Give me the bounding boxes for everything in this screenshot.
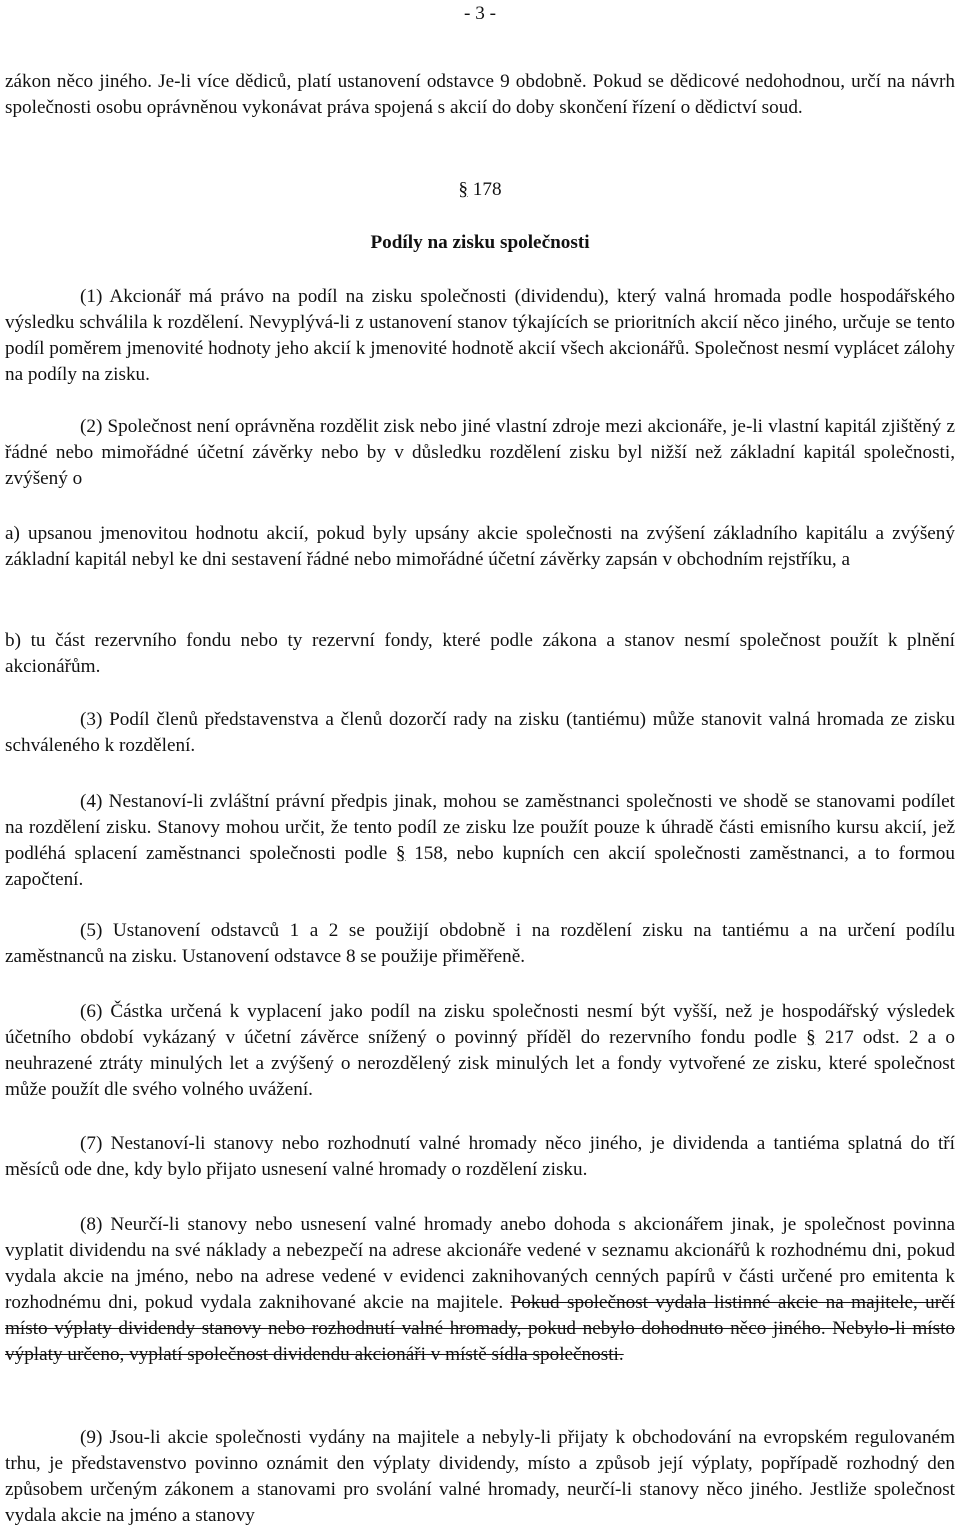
paragraph-8: [5, 1212, 955, 1368]
section-sign: §: [458, 179, 468, 200]
section-number: 178: [472, 179, 502, 200]
paragraph-4-text-b: 158, nebo kupních cen akcií společnosti zaměstnanci, a to formou započtení.: [5, 843, 955, 890]
paragraph-8-struck-text: Pokud společnost vydala listinné akcie na majitele, určí místo výplaty dividendy stanovy nebo rozhodnutí valné hromady, pokud nebylo dohodnuto něco jiného. Nebylo-li místo výplaty určeno, vyplatí společnost dividendu akcionáři v místě sídla společnosti.: [5, 1292, 955, 1365]
page-number: - 3 -: [464, 3, 496, 24]
paragraph-6: [5, 999, 955, 1103]
paragraph-5: (5) Ustanovení odstavců 1 a 2 se použijí obdobně i na rozdělení zisku na tantiému a na určení podílu zaměstnanců na zisku. Ustanovení odstavce 8 se použije přiměřeně.: [5, 920, 955, 967]
intro-paragraph: zákon něco jiného. Je-li více dědiců, platí ustanovení odstavce 9 obdobně. Pokud se dědicové nedohodnou, určí na návrh společnosti osobu oprávněnou vykonávat práva spojená s akcií do doby skončení řízení o dědictví soud.: [5, 71, 955, 118]
paragraph-4-section-sign: §: [395, 843, 406, 864]
paragraph-1: (1) Akcionář má právo na podíl na zisku společnosti (dividendu), který valná hromada podle hospodářského výsledku schválila k rozdělení. Nevyplývá-li z ustanovení stanov týkajících se prioritních akcií něco jiného, určuje se tento podíl poměrem jmenovité hodnoty jeho akcií k jmenovité hodnotě akcií všech akcionářů. Společnost nesmí vyplácet zálohy na podíly na zisku.: [5, 286, 955, 385]
paragraph-4: [5, 789, 955, 893]
section-title: Podíly na zisku společnosti: [370, 232, 590, 253]
paragraph-6-text-b: 217 odst. 2 a o neuhrazené ztráty minulých let a zvýšený o nerozdělený zisk minulých let a fondy vytvořené ze zisku, které společnost může použít dle svého volného uvážení.: [5, 1027, 955, 1100]
paragraph-8-text: (8) Neurčí-li stanovy nebo usnesení valné hromady anebo dohoda s akcionářem jinak, je společnost povinna vyplatit dividendu na své náklady a nebezpečí na adrese akcionáře vedené v seznamu akcionářů k rozhodnému dni, pokud vydala akcie na jméno, nebo na adrese vedené v evidenci zaknihovaných cenných papírů v části určené pro emitenta k rozhodnému dni, pokud vydala zaknihované akcie na majitele.: [5, 1214, 955, 1313]
paragraph-9: (9) Jsou-li akcie společnosti vydány na majitele a nebyly-li přijaty k obchodování na evropském regulovaném trhu, je představenstvo povinno oznámit den výplaty dividendy, místo a způsob její výplaty, popřípadě rozhodný den způsobem určeným zákonem a stanovami pro svolání valné hromady, neurčí-li stanovy něco jiného. Jestliže společnost vydala akcie na jméno a stanovy: [5, 1427, 955, 1526]
section-heading: [0, 177, 960, 203]
paragraph-3: (3) Podíl členů představenstva a členů dozorčí rady na zisku (tantiému) může stanovit valná hromada ze zisku schváleného k rozdělení.: [5, 709, 955, 756]
item-b: b) tu část rezervního fondu nebo ty rezervní fondy, které podle zákona a stanov nesmí společnost použít k plnění akcionářům.: [5, 630, 955, 677]
item-a: a) upsanou jmenovitou hodnotu akcií, pokud byly upsány akcie společnosti na zvýšení základního kapitálu a zvýšený základní kapitál nebyl ke dni sestavení řádné nebo mimořádné účetní závěrky zapsán v obchodním rejstříku, a: [5, 523, 955, 570]
paragraph-4-text-a: (4) Nestanoví-li zvláštní právní předpis jinak, mohou se zaměstnanci společnosti ve shodě se stanovami podílet na rozdělení zisku. Stanovy mohou určit, že tento podíl ze zisku lze použít pouze k úhradě části emisního kursu akcií, jež podléhá splacení zaměstnanci společnosti podle: [5, 791, 955, 864]
paragraph-7: (7) Nestanoví-li stanovy nebo rozhodnutí valné hromady něco jiného, je dividenda a tantiéma splatná do tří měsíců ode dne, kdy bylo přijato usnesení valné hromady o rozdělení zisku.: [5, 1133, 955, 1180]
paragraph-6-text-a: (6) Částka určená k vyplacení jako podíl na zisku společnosti nesmí být vyšší, než je hospodářský výsledek účetního období vykázaný v účetní závěrce snížený o povinný příděl do rezervního fondu podle: [5, 1001, 955, 1048]
paragraph-2: (2) Společnost není oprávněna rozdělit zisk nebo jiné vlastní zdroje mezi akcionáře, je-li vlastní kapitál zjištěný z řádné nebo mimořádné účetní závěrky nebo by v důsledku rozdělení zisku byl nižší než základní kapitál společnosti, zvýšený o: [5, 416, 955, 489]
paragraph-6-section-sign: §: [806, 1027, 816, 1048]
